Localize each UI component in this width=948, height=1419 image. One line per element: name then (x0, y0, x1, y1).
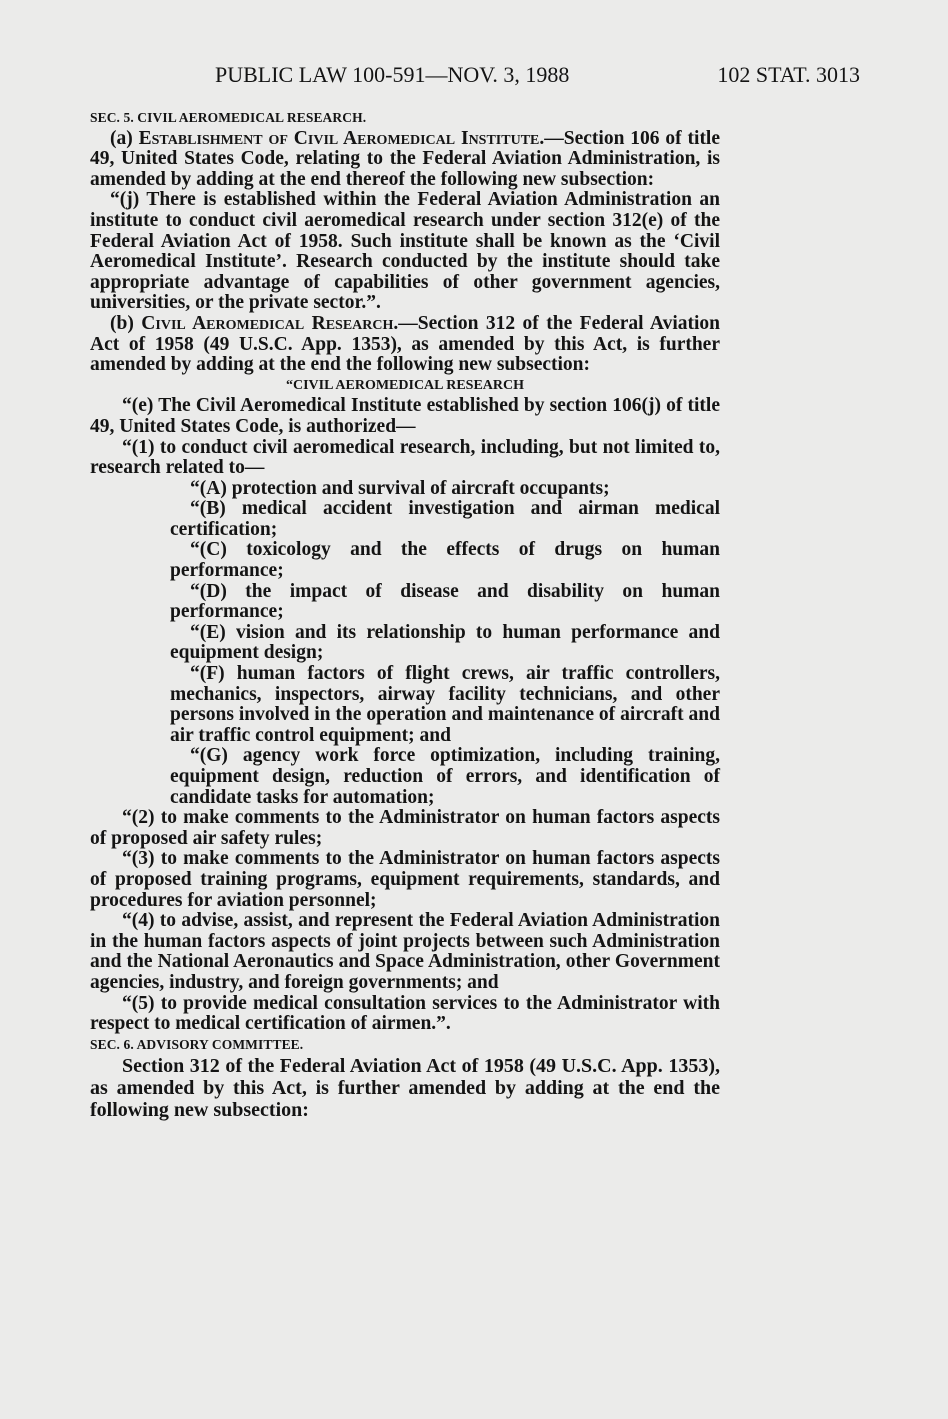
paragraph-5: “(5) to provide medical consultation services to the Administrator with respect to medical certification of airmen.”. (90, 992, 720, 1035)
subparagraph-b: “(B) medical accident investigation and airman medical certification; (170, 498, 720, 540)
section-5-heading: SEC. 5. CIVIL AEROMEDICAL RESEARCH. (90, 110, 367, 125)
subsection-b-label: (b) (110, 312, 134, 334)
subparagraph-c: “(C) toxicology and the effects of drugs on human performance; (170, 539, 720, 582)
civil-aeromedical-research-heading: “CIVIL AEROMEDICAL RESEARCH (285, 377, 525, 393)
subparagraph-d: “(D) the impact of disease and disability on human performance; (170, 580, 720, 623)
subparagraph-f: “(F) human factors of flight crews, air traffic controllers, mechanics, inspectors, airway facility technicians, and other persons involved in the operation and maintenance of aircraft and air traffic control equipment; and (170, 663, 720, 746)
paragraph-3: “(3) to make comments to the Administrator on human factors aspects of proposed training programs, equipment requirements, standards, and procedures for aviation personnel; (90, 848, 720, 911)
subsection-a-text: .—Section 106 of title 49, United States Code, relating to the Federal Aviation Administration, is amended by adding at the end thereof the following new subsection: (90, 127, 721, 190)
statute-page-number: 102 STAT. 3013 (717, 62, 860, 87)
subsection-b-caption: Civil Aeromedical Research (141, 312, 394, 334)
page-body (90, 108, 720, 1121)
subsection-a (90, 129, 720, 191)
subsection-e-text: “(e) The Civil Aeromedical Institute established by section 106(j) of title 49, United States Code, is authorized— (90, 395, 720, 437)
subsection-j-text: “(j) There is established within the Federal Aviation Administration an institute to conduct civil aeromedical research under section 312(e) of the Federal Aviation Act of 1958. Such institute shall be known as the ‘Civil Aeromedical Institute’. Research conducted by the institute should take appropriate advantage of capabilities of other government agencies, universities, or the private sector.”. (90, 189, 720, 314)
subparagraph-g: “(G) agency work force optimization, including training, equipment design, reduction of errors, and identification of candidate tasks for automation; (170, 745, 720, 808)
paragraph-1: “(1) to conduct civil aeromedical research, including, but not limited to, research related to— (90, 436, 720, 479)
section-6-heading: SEC. 6. ADVISORY COMMITTEE. (90, 1036, 304, 1052)
subsection-a-caption: Establishment of Civil Aeromedical Institute (138, 127, 540, 149)
section-6-text: Section 312 of the Federal Aviation Act of 1958 (49 U.S.C. App. 1353), as amended by this Act, is further amended by adding at the end the following new subsection: (90, 1055, 720, 1122)
paragraph-4: “(4) to advise, assist, and represent the Federal Aviation Administration in the human factors aspects of joint projects between such Administration and the National Aeronautics and Space Administration, other Government agencies, industry, and foreign governments; and (90, 910, 720, 993)
subparagraph-e: “(E) vision and its relationship to human performance and equipment design; (170, 621, 720, 664)
paragraph-2: “(2) to make comments to the Administrator on human factors aspects of proposed air safety rules; (90, 807, 720, 849)
subsection-b-text: .—Section 312 of the Federal Aviation Act of 1958 (49 U.S.C. App. 1353), as amended by this Act, is further amended by adding at the end the following new subsection: (90, 312, 720, 376)
subsection-b (90, 314, 720, 376)
subparagraph-a: “(A) protection and survival of aircraft occupants; (190, 477, 610, 499)
page-header (90, 62, 860, 90)
law-title: PUBLIC LAW 100-591—NOV. 3, 1988 (215, 62, 570, 87)
subsection-a-label: (a) (110, 127, 133, 149)
